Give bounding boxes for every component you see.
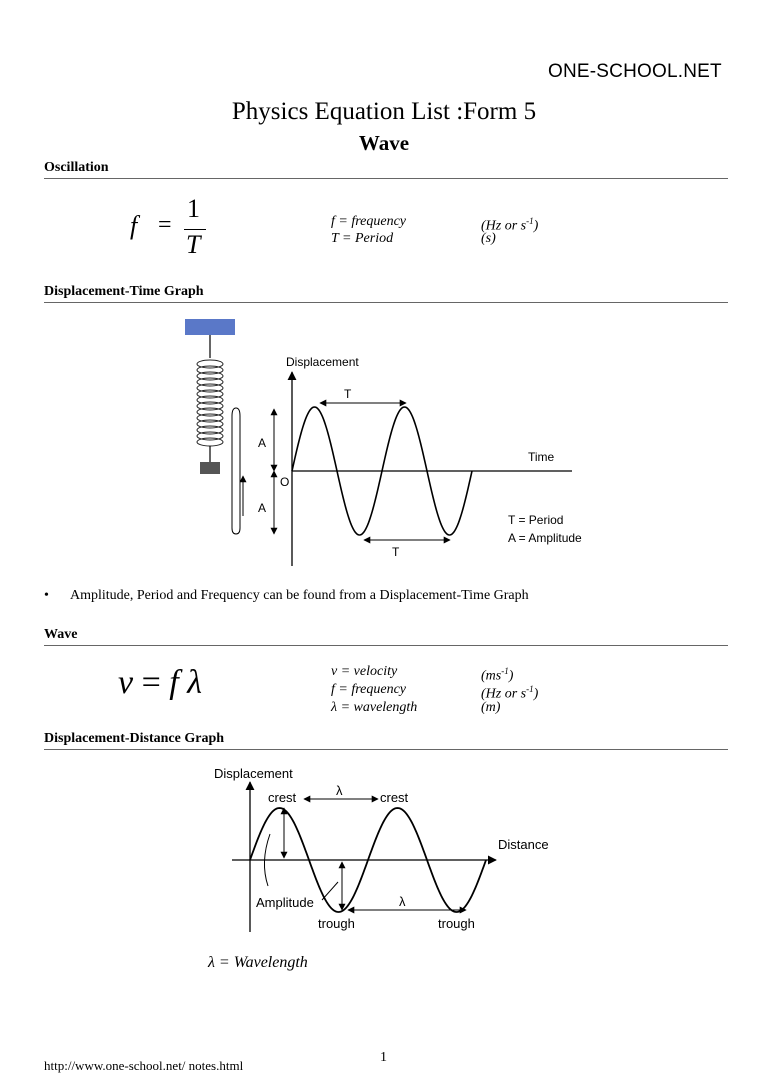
eq-lhs: f [130, 211, 138, 240]
lambda-label-top: λ [336, 783, 343, 798]
motion-loop [232, 408, 240, 534]
eq-equals: = [158, 212, 172, 238]
displacement-time-figure [180, 316, 600, 576]
lambda-label-bottom: λ [399, 894, 406, 909]
legend-unit: $(ms^{-1})$ [481, 666, 514, 684]
oscillation-legend [331, 213, 581, 249]
section-heading-displacement-distance: Displacement-Distance Graph [44, 731, 728, 750]
eq-equals: = [141, 664, 161, 701]
legend-symbol: f = frequency [331, 214, 407, 229]
legend-unit: (s) [481, 231, 496, 246]
spring-coil [197, 360, 223, 446]
legend-symbol: f = frequency [331, 682, 407, 697]
wavelength-caption: λ = Wavelength [208, 954, 308, 971]
amplitude-label-top: A [258, 436, 267, 450]
amplitude-pointer-2 [322, 882, 338, 900]
footer-url[interactable]: http://www.one-school.net/ notes.html [44, 1058, 244, 1073]
legend-unit: (m) [481, 700, 501, 715]
legend-symbol: λ = wavelength [331, 700, 418, 715]
bullet-text: Amplitude, Period and Frequency can be found from a Displacement-Time Graph [70, 588, 529, 603]
eq-denominator: T [186, 230, 201, 259]
x-axis-label: Distance [498, 837, 549, 852]
bullet-icon: • [44, 588, 49, 603]
section-heading-oscillation: Oscillation [44, 160, 728, 179]
legend-amplitude: A = Amplitude [508, 531, 582, 545]
eq-lhs: v [118, 664, 134, 701]
y-axis-label: Displacement [214, 766, 293, 781]
frequency-equation [130, 196, 220, 266]
period-label-top: T [344, 387, 352, 401]
section-heading-displacement-time: Displacement-Time Graph [44, 284, 728, 303]
legend-symbol: v = velocity [331, 664, 398, 679]
y-axis-label: Displacement [286, 355, 359, 369]
mass-block [200, 462, 220, 474]
support-bar [185, 319, 235, 335]
x-axis-label: Time [528, 450, 555, 464]
bullet-point [44, 588, 644, 606]
legend-unit: (Hz or $s^{-1}$) [481, 216, 539, 234]
velocity-equation [118, 664, 202, 702]
eq-rhs: f λ [169, 664, 202, 701]
page-subtitle: Wave [358, 131, 410, 155]
wave-legend [331, 663, 581, 717]
eq-numerator: 1 [187, 194, 200, 223]
crest-label-1: crest [268, 790, 297, 805]
trough-label-2: trough [438, 916, 475, 931]
brand-label: ONE-SCHOOL.NET [548, 61, 722, 82]
section-heading-wave: Wave [44, 627, 728, 646]
amplitude-label: Amplitude [256, 895, 314, 910]
trough-label-1: trough [318, 916, 355, 931]
amplitude-label-bottom: A [258, 501, 267, 515]
origin-label: O [280, 475, 290, 489]
page-number: 1 [380, 1050, 387, 1065]
crest-label-2: crest [380, 790, 409, 805]
displacement-distance-figure [206, 762, 566, 938]
legend-unit: (Hz or $s^{-1}$) [481, 684, 539, 702]
legend-symbol: T = Period [331, 231, 394, 246]
period-label-bottom: T [392, 545, 400, 559]
legend-period: T = Period [508, 513, 564, 527]
page-title: Physics Equation List :Form 5 [231, 98, 537, 125]
